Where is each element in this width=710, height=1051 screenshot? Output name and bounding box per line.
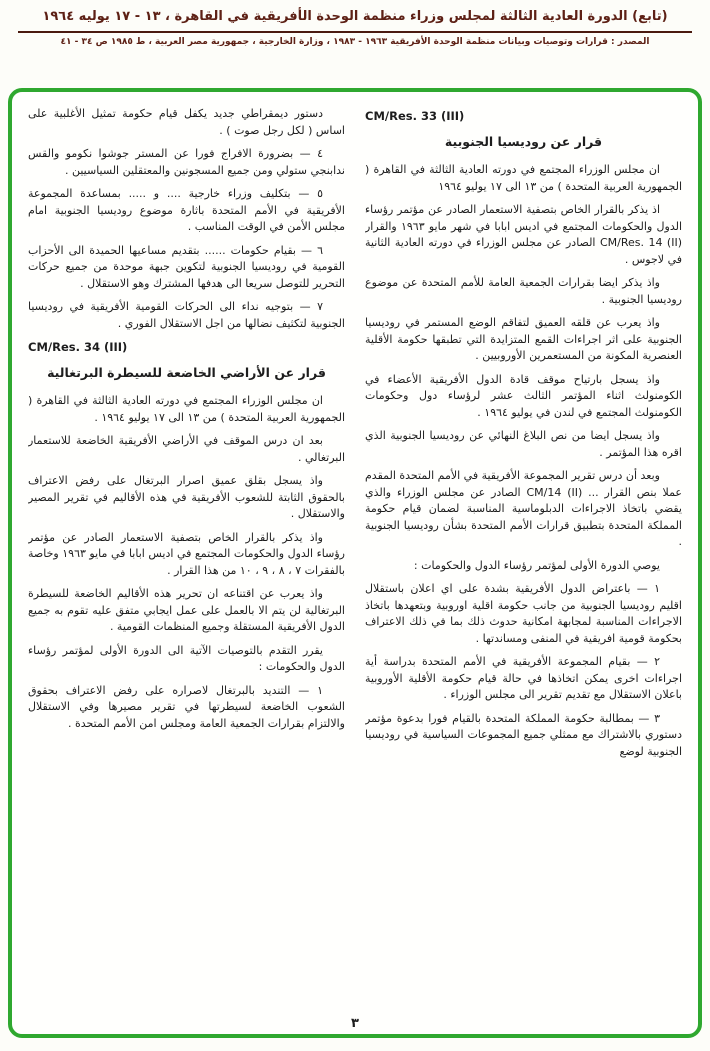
header-divider xyxy=(18,31,692,33)
paragraph: ان مجلس الوزراء المجتمع في دورته العادية الثالثة في القاهرة ( الجمهورية العربية المتحدة ) من ١٣ الى ١٧ يوليو ١٩٦٤ . xyxy=(28,394,345,424)
paragraph: واذ يعرب عن قلقه العميق لتفاقم الوضع المستمر في روديسيا الجنوبية على اثر اجراءات القمع المتزايدة التي تطبقها حكومة الأقلية العنصرية المكونة من المستعمرين الأوروبيين . xyxy=(365,316,682,362)
numbered-item-3: ٣ — بمطالبة حكومة المملكة المتحدة بالقيام فورا بدعوة مؤتمر دستوري بالاشتراك مع ممثلي جميع المجموعات السياسية في روديسيا الجنوبية لوضع xyxy=(365,711,682,758)
paragraph: ان مجلس الوزراء المجتمع في دورته العادية الثالثة في القاهرة ( الجمهورية العربية المتحدة ) من ١٣ الى ١٧ يوليو ١٩٦٤ xyxy=(365,163,682,193)
paragraph: واذ يعرب عن اقتناعه ان تحرير هذه الأقاليم الخاضعة للسيطرة البرتغالية لن يتم الا بالعمل على عمل ايجابي متفق عليه تقوم به جميع الدول الأفريقية المستقلة وجميع المنظمات القومية . xyxy=(28,587,345,633)
numbered-item-1: ١ — التنديد بالبرتغال لاصراره على رفض الاعتراف بحقوق الشعوب الخاضعة لسيطرتها في تقرير مصيرها وفي الاستقلال والالتزام بقرارات الجمعية العامة ومجلس امن الأمم المتحدة . xyxy=(28,683,345,730)
numbered-item-5: ٥ — بتكليف وزراء خارجية .... و ..... بمساعدة المجموعة الأفريقية في الأمم المتحدة باثارة موضوع روديسيا الجنوبية امام مجلس الأمن في الوقت المناسب . xyxy=(28,187,345,233)
green-content-frame xyxy=(8,88,702,1038)
resolution-ref-cm-res-33: CM/Res. 33 (III) xyxy=(365,109,465,123)
numbered-item-1: ١ — باعتراض الدول الأفريقية بشدة على اي اعلان باستقلال اقليم روديسيا الجنوبية من جانب حكومة اقلية اوروبية وبتعهدها باتخاذ الاجراءات المناسبة لمجابهة امكانية حدوث ذلك بما في ذلك الاعتراف بحكومة قومية افريقية في المنفى ومساندتها . xyxy=(365,582,682,645)
page-number: ٣ xyxy=(351,1016,359,1031)
paragraph-continuation: دستور ديمقراطي جديد يكفل قيام حكومة تمثيل الأغلبية على اساس ( لكل رجل صوت ) . xyxy=(28,107,345,137)
numbered-item-6: ٦ — بقيام حكومات ...... بتقديم مساعيها الحميدة الى الأحزاب القومية في روديسيا الجنوبية لتكوين جبهة موحدة من جميع حركات التحرير للتوصل سريعا الى هدفها المشترك وهو الاستقلال . xyxy=(28,243,345,290)
document-title: (تابع) الدورة العادية الثالثة لمجلس وزراء منظمة الوحدة الأفريقية في القاهرة ، ١٣ - ١٧ يوليه ١٩٦٤ xyxy=(42,9,668,24)
paragraph: يقرر التقدم بالتوصيات الآتية الى الدورة الأولى لمؤتمر رؤساء الدول والحكومات : xyxy=(28,643,345,673)
source-citation: المصدر : قرارات وتوصيات وبيانات منظمة الوحدة الأفريقية ١٩٦٣ - ١٩٨٣ ، وزارة الخارجية ، جمهورية مصر العربية ، ط ١٩٨٥ ص ٣٤ - ٤١ xyxy=(60,37,650,47)
numbered-item-4: ٤ — بضرورة الافراج فورا عن المستر جوشوا نكومو والقس ندابنجي ستولي ومن جميع المسجونين والمعتقلين السياسيين . xyxy=(28,147,345,177)
paragraph: وبعد أن درس تقرير المجموعة الأفريقية في الأمم المتحدة المقدم عملا بنص القرار ... CM/14 (II) الصادر عن مجلس الوزراء والذي يقضي باتخاذ الاجراءات الدبلوماسية المناسبة لضمان قيام حكومة المملكة المتحدة بتطبيق قرارات الأمم المتحدة بشأن روديسيا الجنوبية . xyxy=(365,469,682,548)
column-left xyxy=(28,106,345,1008)
paragraph: اذ يذكر بالقرار الخاص بتصفية الاستعمار الصادر عن مؤتمر رؤساء الدول والحكومات المجتمع في اديس ابابا في شهر مايو ١٩٦٣ والقرار CM/Res. 14 (II) الصادر عن مجلس الوزراء في دورته العادية الثانية في لاجوس . xyxy=(365,203,682,266)
two-column-layout xyxy=(28,106,682,1008)
numbered-item-2: ٢ — بقيام المجموعة الأفريقية في الأمم المتحدة بدراسة أية اجراءات اخرى يمكن اتخاذها في حالة قيام حكومة الأقلية الأوروبية باعلان الاستقلال مع تقديم تقرير الى مجلس الوزراء . xyxy=(365,655,682,701)
page-header xyxy=(0,0,710,47)
numbered-item-7: ٧ — بتوجيه نداء الى الحركات القومية الأفريقية في روديسيا الجنوبية لتكثيف نضالها من اجل الاستقلال الفوري . xyxy=(28,300,345,330)
paragraph: واذ يسجل بارتياح موقف قادة الدول الأفريقية الأعضاء في الكومنولث اثناء المؤتمر الثالث عشر لرؤساء دول وحكومات الكومنولث المجتمع في لندن في يوليو ١٩٦٤ . xyxy=(365,372,682,419)
paragraph: واذ يسجل بقلق عميق اصرار البرتغال على رفض الاعتراف بالحقوق الثابتة للشعوب الأفريقية في هذه الأقاليم في تقرير المصير والاستقلال . xyxy=(28,474,345,520)
paragraph: واذ يذكر ايضا بقرارات الجمعية العامة للأمم المتحدة عن موضوع روديسيا الجنوبية . xyxy=(365,276,682,306)
paragraph: واذ يسجل ايضا من نص البلاغ النهائي عن روديسيا الجنوبية الذي اقره هذا المؤتمر . xyxy=(365,429,682,459)
paragraph: يوصي الدورة الأولى لمؤتمر رؤساء الدول والحكومات : xyxy=(413,558,660,572)
resolution-title-portuguese-territories: قرار عن الأراضي الخاضعة للسيطرة البرتغالية xyxy=(47,365,326,381)
paragraph: واذ يذكر بالقرار الخاص بتصفية الاستعمار الصادر عن مؤتمر رؤساء الدول والحكومات المجتمع في اديس ابابا في مايو ١٩٦٣ وخاصة بالفقرات ٧ ، ٨ ، ٩ ، ١٠ من هذا القرار . xyxy=(28,530,345,577)
resolution-title-southern-rhodesia: قرار عن روديسيا الجنوبية xyxy=(444,134,603,150)
paragraph: بعد ان درس الموقف في الأراضي الأفريقية الخاضعة للاستعمار البرتغالي . xyxy=(28,434,345,464)
column-right xyxy=(365,106,682,1008)
resolution-ref-cm-res-34: CM/Res. 34 (III) xyxy=(28,340,128,354)
